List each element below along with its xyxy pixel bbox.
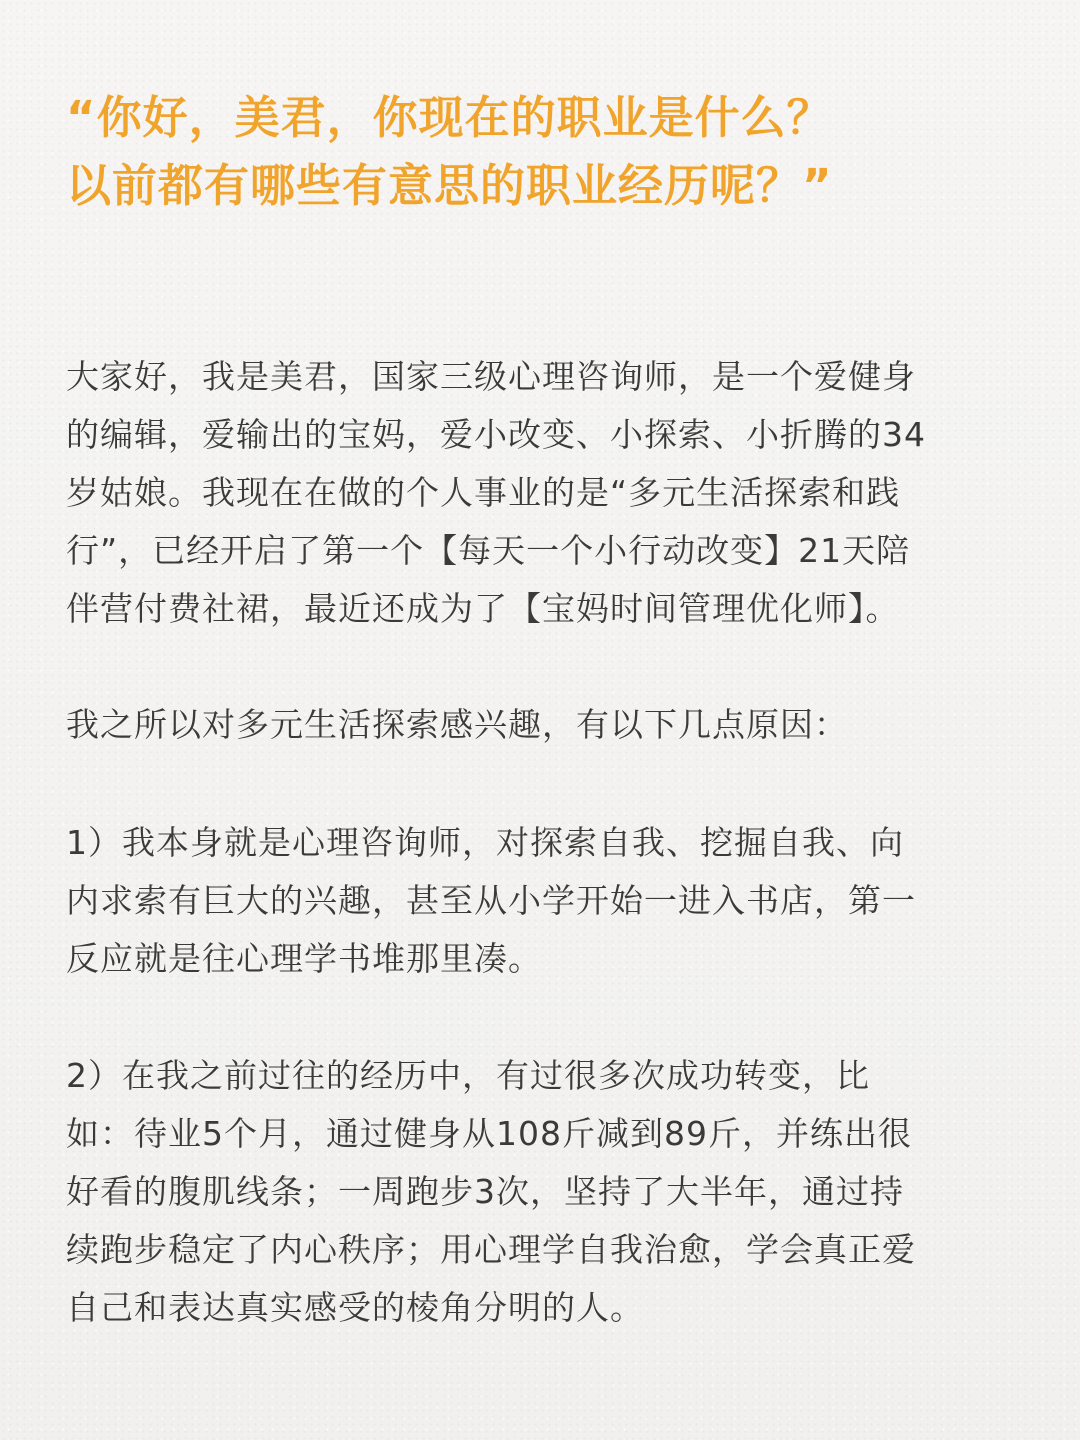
text-line: 2）在我之前过往的经历中，有过很多次成功转变，比 bbox=[66, 1056, 870, 1095]
text-line: 如：待业5个月，通过健身从108斤减到89斤，并练出很 bbox=[66, 1114, 912, 1153]
text-line: 大家好，我是美君，国家三级心理咨询师，是一个爱健身 bbox=[66, 357, 916, 396]
text-line: 岁姑娘。我现在在做的个人事业的是“多元生活探索和践 bbox=[66, 473, 901, 512]
reason-2-paragraph bbox=[66, 1047, 1016, 1337]
reasons-intro-paragraph bbox=[66, 696, 1016, 754]
text-line: 续跑步稳定了内心秩序；用心理学自我治愈，学会真正爱 bbox=[66, 1230, 916, 1269]
text-line: 自己和表达真实感受的棱角分明的人。 bbox=[66, 1288, 644, 1327]
text-line: 好看的腹肌线条；一周跑步3次，坚持了大半年，通过持 bbox=[66, 1172, 904, 1211]
reason-1-paragraph bbox=[66, 814, 1016, 988]
text-line: 内求索有巨大的兴趣，甚至从小学开始一进入书店，第一 bbox=[66, 881, 916, 920]
headline bbox=[66, 84, 1026, 220]
text-line: 我之所以对多元生活探索感兴趣，有以下几点原因： bbox=[66, 705, 848, 744]
headline-line: “你好，美君，你现在的职业是什么？ bbox=[66, 91, 833, 144]
headline-line: 以前都有哪些有意思的职业经历呢？” bbox=[66, 159, 833, 212]
text-line: 行”，已经开启了第一个【每天一个小行动改变】21天陪 bbox=[66, 531, 911, 570]
text-line: 的编辑，爱输出的宝妈，爱小改变、小探索、小折腾的34 bbox=[66, 415, 926, 454]
text-line: 1）我本身就是心理咨询师，对探索自我、挖掘自我、向 bbox=[66, 823, 904, 862]
text-line: 反应就是往心理学书堆那里凑。 bbox=[66, 939, 542, 978]
intro-paragraph bbox=[66, 348, 1016, 638]
text-line: 伴营付费社裙，最近还成为了【宝妈时间管理优化师】。 bbox=[66, 589, 900, 628]
